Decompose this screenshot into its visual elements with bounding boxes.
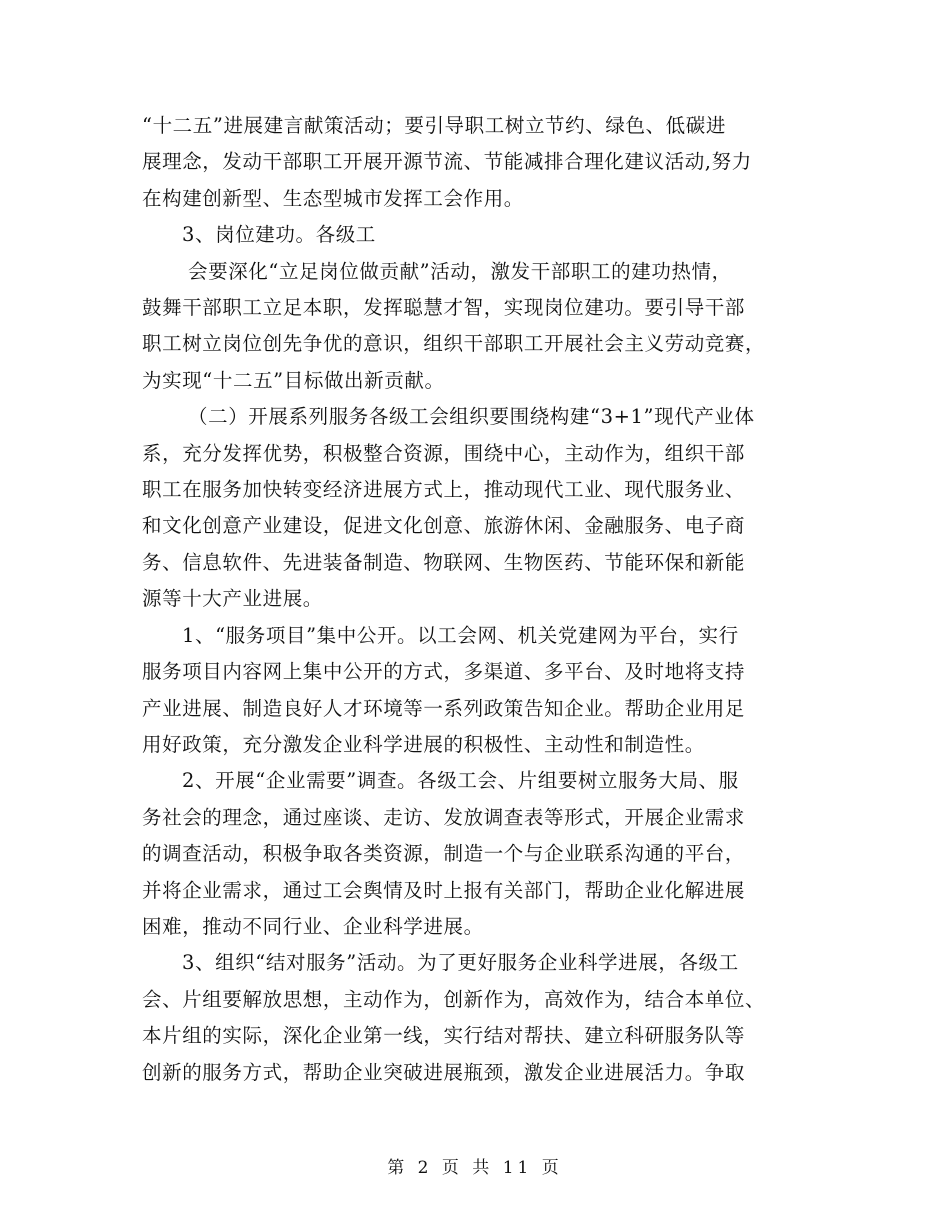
text-line: 职工在服务加快转变经济进展方式上，推动现代工业、现代服务业、: [142, 478, 746, 502]
text-line: 1、“服务项目”集中公开。以工会网、机关党建网为平台，实行: [182, 623, 739, 647]
text-line: （二）开展系列服务各级工会组织要围绕构建“3+1”现代产业体: [188, 405, 755, 429]
text-line: 产业进展、制造良好人才环境等一系列政策告知企业。帮助企业用足: [142, 696, 746, 720]
text-line: 在构建创新型、生态型城市发挥工会作用。: [142, 186, 524, 210]
text-line: 会、片组要解放思想，主动作为，创新作为，高效作为，结合本单位、: [142, 987, 766, 1011]
document-body: [142, 108, 812, 1091]
text-line: “十二五”进展建言献策活动；要引导职工树立节约、绿色、低碳进: [142, 114, 726, 137]
paragraph-6: [142, 763, 812, 945]
text-line: 3、岗位建功。各级工: [182, 223, 376, 247]
text-line: 3、组织“结对服务”活动。为了更好服务企业科学进展，各级工: [182, 951, 739, 975]
text-line: 系，充分发挥优势，积极整合资源，围绕中心，主动作为，组织干部: [142, 441, 746, 465]
text-line: 和文化创意产业建设，促进文化创意、旅游休闲、金融服务、电子商: [142, 514, 746, 538]
text-line: 会要深化“立足岗位做贡献”活动，激发干部职工的建功热情，: [188, 259, 732, 283]
paragraph-4: [142, 399, 812, 617]
text-line: 务社会的理念，通过座谈、走访、发放调查表等形式，开展企业需求: [142, 805, 746, 829]
paragraph-7: [142, 945, 812, 1091]
text-line: 创新的服务方式，帮助企业突破进展瓶颈，激发企业进展活力。争取: [142, 1060, 746, 1084]
text-line: 服务项目内容网上集中公开的方式，多渠道、多平台、及时地将支持: [142, 660, 746, 684]
text-line: 为实现“十二五”目标做出新贡献。: [142, 368, 445, 392]
paragraph-2-heading: [142, 217, 812, 253]
text-line: 用好政策，充分激发企业科学进展的积极性、主动性和制造性。: [142, 732, 705, 756]
paragraph-1: [142, 108, 812, 217]
text-line: 源等十大产业进展。: [142, 587, 323, 611]
text-line: 鼓舞干部职工立足本职，发挥聪慧才智，实现岗位建功。要引导干部: [142, 296, 746, 320]
text-line: 并将企业需求，通过工会舆情及时上报有关部门，帮助企业化解进展: [142, 878, 746, 902]
text-line: 职工树立岗位创先争优的意识，组织干部职工开展社会主义劳动竞赛，: [142, 332, 766, 356]
paragraph-3: [142, 254, 812, 400]
paragraph-5: [142, 618, 812, 764]
text-line: 本片组的实际，深化企业第一线，实行结对帮扶、建立科研服务队等: [142, 1024, 746, 1048]
text-line: 务、信息软件、先进装备制造、物联网、生物医药、节能环保和新能: [142, 550, 746, 574]
text-line: 的调查活动，积极争取各类资源，制造一个与企业联系沟通的平台，: [142, 842, 746, 866]
text-line: 2、开展“企业需要”调查。各级工会、片组要树立服务大局、服: [182, 769, 739, 793]
text-line: 展理念，发动干部职工开展开源节流、节能减排合理化建议活动,努力: [142, 150, 752, 174]
page-number-footer: 第 2 页 共 11 页: [387, 1158, 563, 1178]
text-line: 困难，推动不同行业、企业科学进展。: [142, 914, 484, 938]
